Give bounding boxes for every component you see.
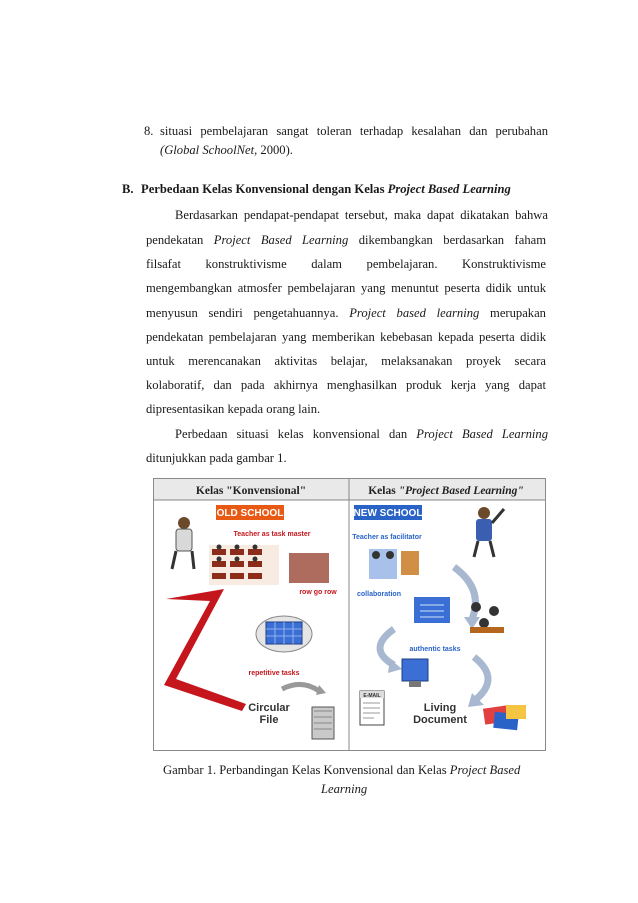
- student-group-icon: [369, 549, 419, 579]
- list-item-citation: (Global SchoolNet, 2000).: [160, 143, 293, 157]
- paragraph-line: dipresentasikan kepada orang lain.: [146, 402, 321, 416]
- teacher-master-label: Teacher as task master: [233, 531, 311, 538]
- paragraph-line: filsafat konstruktivisme dalam pembelajaran. Konstruktivisme: [146, 257, 546, 271]
- list-number: 8.: [144, 124, 154, 138]
- paragraph-line: Perbedaan situasi kelas konvensional dan Project Based Learning: [175, 427, 549, 441]
- circular-file-label: Circular File: [248, 702, 290, 726]
- figure-caption-line1: Gambar 1. Perbandingan Kelas Konvensional dan Kelas Project Based: [163, 763, 521, 777]
- paragraph-line: pendekatan pembelajaran yang memberikan kebebasan kepada peserta didik: [146, 330, 546, 344]
- collaboration-label: collaboration: [357, 591, 401, 598]
- new-school-text: NEW SCHOOL: [353, 508, 423, 519]
- paragraph-line: ditunjukkan pada gambar 1.: [146, 451, 287, 465]
- screen-grid-icon: [256, 616, 312, 652]
- comparison-figure: [153, 478, 546, 751]
- email-label: E-MAIL: [363, 693, 381, 699]
- paragraph-line: pendekatan Project Based Learning dikembangkan berdasarkan faham: [146, 233, 547, 247]
- paragraph-line: menyusun sendiri pengetahuannya. Project based learning merupakan: [146, 306, 546, 320]
- figure-caption-line2: Learning: [321, 782, 368, 796]
- section-letter: B.: [122, 182, 134, 196]
- section-title: Perbedaan Kelas Konvensional dengan Kelas Project Based Learning: [141, 182, 511, 196]
- list-item-text: situasi pembelajaran sangat toleran terhadap kesalahan dan perubahan: [160, 124, 548, 138]
- paragraph-line: Berdasarkan pendapat-pendapat tersebut, maka dapat dikatakan bahwa: [175, 208, 548, 222]
- left-header-text: Kelas "Konvensional": [195, 485, 307, 497]
- paragraph-line: untuk merencanakan aktivitas belajar, melaksanakan proyek secara: [146, 354, 546, 368]
- row-go-row-label: row go row: [299, 589, 337, 596]
- old-school-text: OLD SCHOOL: [216, 508, 284, 519]
- right-header-text: Kelas "Project Based Learning": [368, 485, 524, 497]
- teacher-facilitator-label: Teacher as facilitator: [352, 534, 422, 541]
- paragraph-line: mengembangkan atmosfer pembelajaran yang menuntut peserta didik untuk: [146, 281, 546, 295]
- figure-illustration: [154, 479, 545, 750]
- living-document-label: Living Document: [413, 702, 467, 726]
- authentic-tasks-label: authentic tasks: [409, 646, 461, 653]
- repetitive-tasks-label: repetitive tasks: [248, 670, 300, 677]
- paragraph-line: kolaboratif, dan pada akhirnya menghasilkan produk kerja yang dapat: [146, 378, 546, 392]
